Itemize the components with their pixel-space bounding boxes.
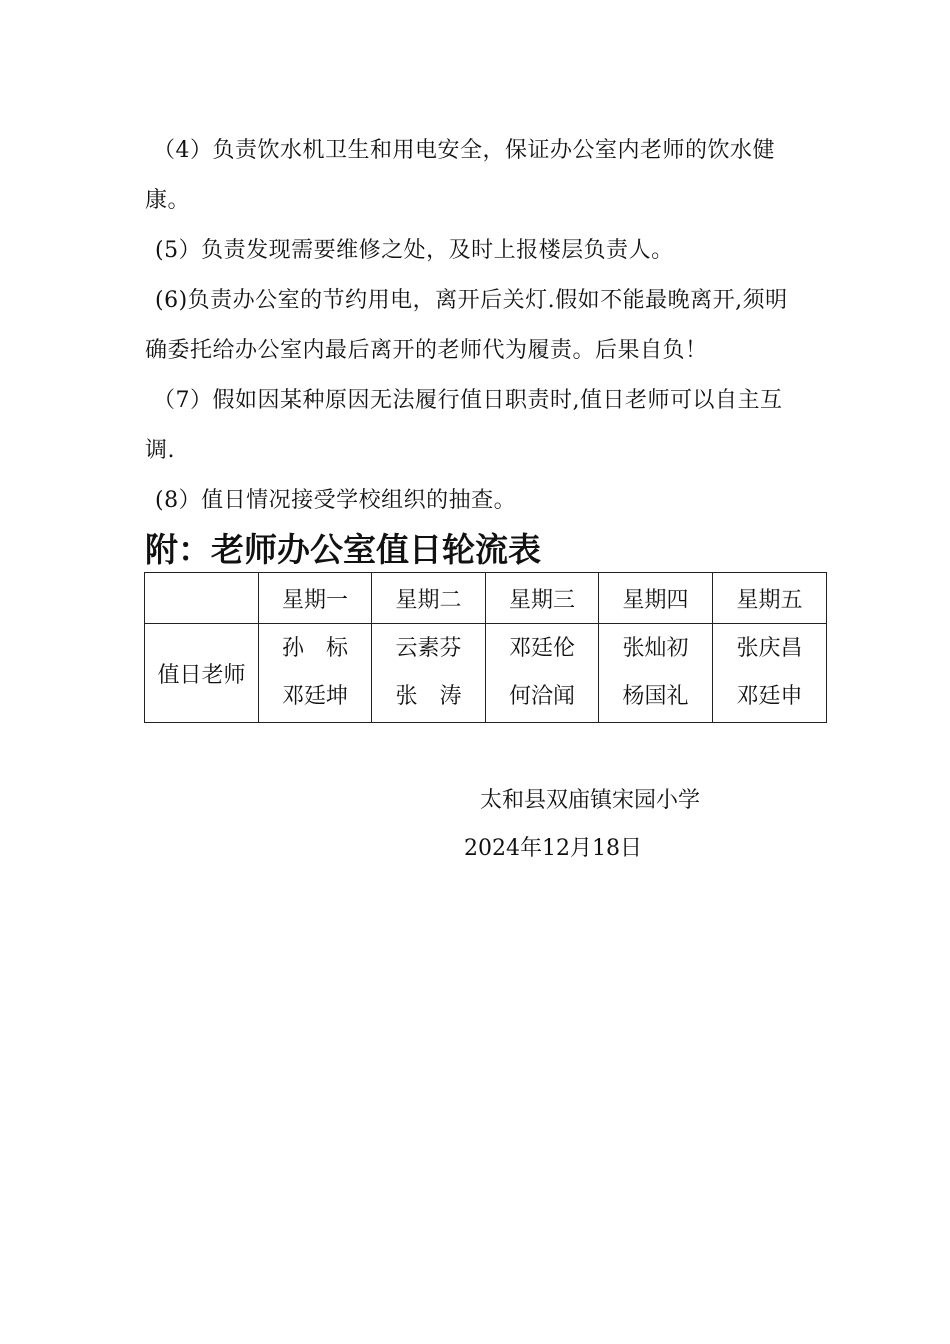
- teacher-name: 张庆昌: [736, 636, 803, 661]
- teacher-name: 杨国礼: [622, 684, 689, 709]
- teacher-name: 云素芬: [395, 636, 462, 661]
- duty-cell-friday: [713, 624, 827, 723]
- table-header-row: [145, 573, 827, 624]
- paragraph-4: （4）负责饮水机卫生和用电安全，保证办公室内老师的饮水健康。: [145, 138, 775, 213]
- teacher-name: 邓廷坤: [281, 684, 348, 709]
- teacher-name: 张灿初: [622, 636, 689, 661]
- school-name: 太和县双庙镇宋园小学: [480, 788, 701, 813]
- duty-cell-thursday: [599, 624, 713, 723]
- day-header-monday: 星期一: [259, 573, 372, 624]
- document-date: 2024年12月18日: [464, 836, 642, 861]
- paragraph-5: (5）负责发现需要维修之处，及时上报楼层负责人。: [155, 238, 674, 263]
- paragraph-8: (8）值日情况接受学校组织的抽查。: [155, 488, 517, 513]
- duty-cell-tuesday: [372, 624, 486, 723]
- teacher-name: 张 涛: [395, 684, 462, 709]
- day-header-wednesday: 星期三: [486, 573, 599, 624]
- duty-rotation-table: [144, 572, 827, 723]
- teacher-name: 邓廷伦: [508, 636, 575, 661]
- row-label-duty-teacher: 值日老师: [145, 624, 259, 723]
- day-header-tuesday: 星期二: [372, 573, 486, 624]
- duty-cell-monday: [259, 624, 372, 723]
- table-row: [145, 624, 827, 723]
- table-corner-cell: [145, 573, 259, 624]
- day-header-thursday: 星期四: [599, 573, 713, 624]
- day-header-friday: 星期五: [713, 573, 827, 624]
- teacher-name: 邓廷申: [736, 684, 803, 709]
- paragraph-7: （7）假如因某种原因无法履行值日职责时,值日老师可以自主互调.: [145, 388, 783, 463]
- teacher-name: 孙 标: [281, 636, 348, 661]
- paragraph-6: (6)负责办公室的节约用电，离开后关灯.假如不能最晚离开,须明确委托给办公室内最后离开的老师代为履责。后果自负！: [145, 288, 788, 363]
- schedule-heading: 附：老师办公室值日轮流表: [145, 530, 541, 569]
- teacher-name: 何洽闻: [508, 684, 575, 709]
- duty-cell-wednesday: [486, 624, 599, 723]
